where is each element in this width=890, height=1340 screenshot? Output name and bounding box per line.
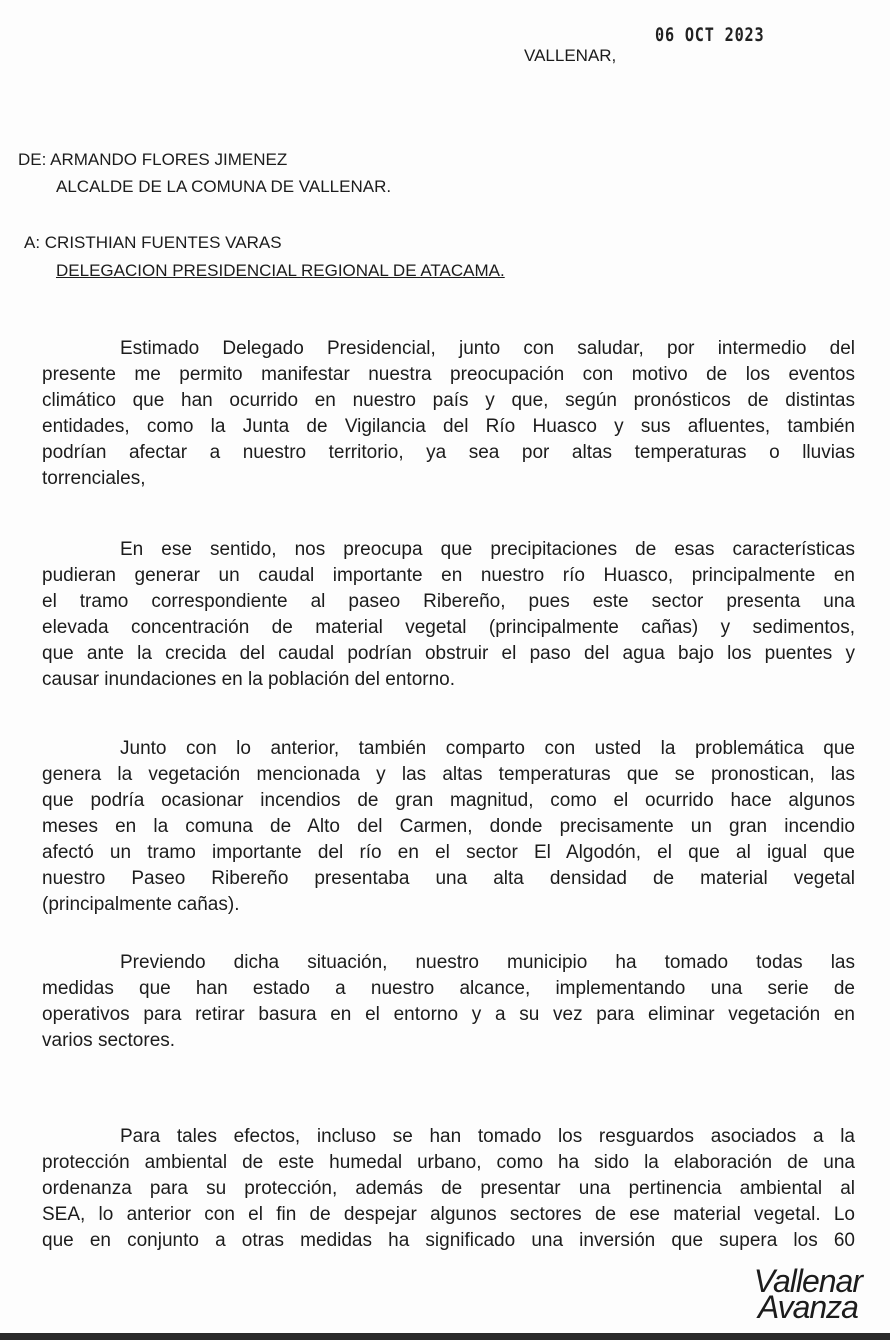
text-line: climático que han ocurrido en nuestro país y que, según pronósticos de distintas	[42, 390, 855, 411]
bottom-edge	[0, 1333, 890, 1340]
text-line: meses en la comuna de Alto del Carmen, donde precisamente un gran incendio	[42, 816, 855, 837]
text-line: SEA, lo anterior con el fin de despejar algunos sectores de ese material vegetal. Lo	[42, 1204, 855, 1225]
from-title: ALCALDE DE LA COMUNA DE VALLENAR.	[56, 177, 392, 196]
text-line: que ante la crecida del caudal podrían obstruir el paso del agua bajo los puentes y	[42, 643, 855, 664]
to-title: DELEGACION PRESIDENCIAL REGIONAL DE ATACAMA.	[56, 261, 505, 280]
paragraph	[42, 950, 855, 1054]
text-line: protección ambiental de este humedal urbano, como ha sido la elaboración de una	[42, 1152, 855, 1173]
text-line: Previendo dicha situación, nuestro municipio ha tomado todas las	[120, 952, 855, 973]
text-line: pudieran generar un caudal importante en nuestro río Huasco, principalmente en	[42, 565, 855, 586]
paragraph	[42, 336, 855, 492]
text-line: medidas que han estado a nuestro alcance, implementando una serie de	[42, 978, 855, 999]
date-stamp: 06 OCT 2023	[655, 24, 765, 46]
text-line: que podría ocasionar incendios de gran magnitud, como el ocurrido hace algunos	[42, 790, 855, 811]
text-line: (principalmente cañas).	[42, 894, 240, 915]
text-line: elevada concentración de material vegetal (principalmente cañas) y sedimentos,	[42, 617, 855, 638]
text-line: nuestro Paseo Ribereño presentaba una alta densidad de material vegetal	[42, 868, 855, 889]
text-line: ordenanza para su protección, además de presentar una pertinencia ambiental al	[42, 1178, 855, 1199]
text-line: genera la vegetación mencionada y las altas temperaturas que se pronostican, las	[42, 764, 855, 785]
text-line: varios sectores.	[42, 1030, 176, 1051]
text-line: entidades, como la Junta de Vigilancia del Río Huasco y sus afluentes, también	[42, 416, 855, 437]
text-line: presente me permito manifestar nuestra preocupación con motivo de los eventos	[42, 364, 855, 385]
paragraph	[42, 1124, 855, 1254]
text-line: Estimado Delegado Presidencial, junto con saludar, por intermedio del	[120, 338, 855, 359]
paragraph	[42, 537, 855, 693]
paragraph	[42, 736, 855, 918]
text-line: que en conjunto a otras medidas ha significado una inversión que supera los 60	[42, 1230, 855, 1251]
text-line: En ese sentido, nos preocupa que precipitaciones de esas características	[120, 539, 855, 560]
to-line: A: CRISTHIAN FUENTES VARAS	[24, 233, 282, 252]
city: VALLENAR,	[524, 46, 617, 65]
text-line: afectó un tramo importante del río en el sector El Algodón, el que al igual que	[42, 842, 855, 863]
vallenar-avanza-logo: Vallenar Avanza	[753, 1263, 862, 1325]
text-line: Junto con lo anterior, también comparto con usted la problemática que	[120, 738, 855, 759]
text-line: Para tales efectos, incluso se han tomado los resguardos asociados a la	[120, 1126, 855, 1147]
text-line: operativos para retirar basura en el entorno y a su vez para eliminar vegetación en	[42, 1004, 855, 1025]
text-line: el tramo correspondiente al paseo Ribereño, pues este sector presenta una	[42, 591, 855, 612]
text-line: podrían afectar a nuestro territorio, ya sea por altas temperaturas o lluvias	[42, 442, 855, 463]
text-line: torrenciales,	[42, 468, 146, 489]
from-line: DE: ARMANDO FLORES JIMENEZ	[18, 150, 288, 169]
text-line: causar inundaciones en la población del entorno.	[42, 669, 456, 690]
